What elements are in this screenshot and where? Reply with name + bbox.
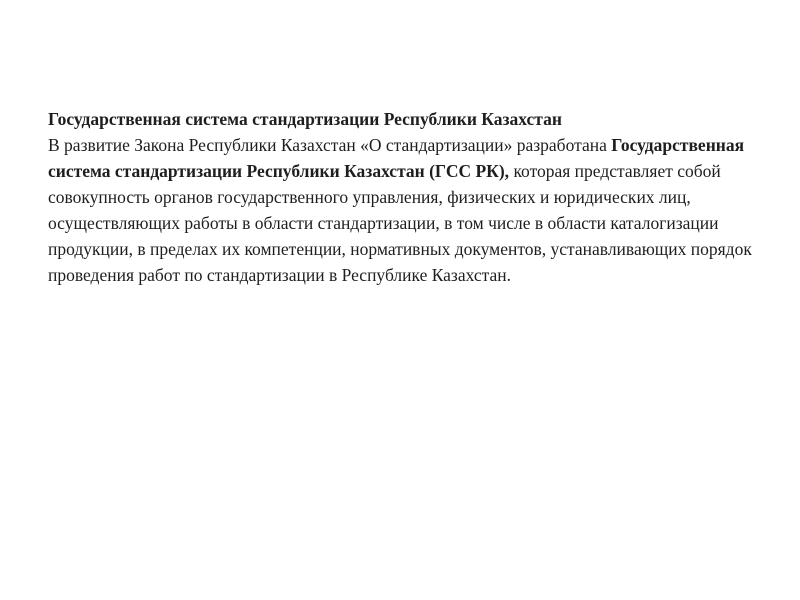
- paragraph-body: которая представляет собой совокупность органов государственного управления, физических и юридических лиц, осуществляющих работы в области стандартизации, в том числе в области каталогизации продукции, в пределах их компетенции, нормативных документов, устанавливающих порядок проведения работ по стандартизации в Республике Казахстан.: [48, 161, 752, 285]
- slide-heading: Государственная система стандартизации Республики Казахстан: [48, 109, 562, 129]
- system-name: Государственная система стандартизации Республики Казахстан (ГСС РК),: [48, 135, 745, 181]
- slide-content: [48, 106, 778, 288]
- paragraph-intro: В развитие Закона Республики Казахстан «О стандартизации» разработана: [48, 135, 612, 155]
- slide-paragraph: [48, 132, 778, 288]
